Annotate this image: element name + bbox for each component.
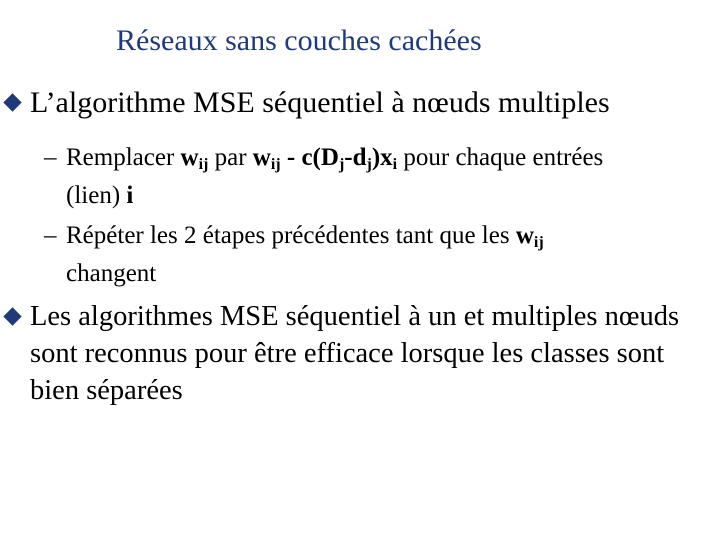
sub2-continuation: changent xyxy=(66,260,157,287)
sub2-text-a: Répéter les 2 étapes précédentes tant que les xyxy=(66,222,516,249)
weight-symbol: w xyxy=(515,222,534,249)
formula-subscript: j xyxy=(338,156,345,173)
sub1-text-b: par xyxy=(208,144,253,171)
weight-symbol: w xyxy=(180,144,199,171)
diamond-bullet-icon xyxy=(3,93,21,111)
sub-bullet-repeat-steps xyxy=(44,220,684,289)
dash-marker: – xyxy=(44,222,57,249)
sub1-text-c: pour chaque entrées xyxy=(397,144,604,171)
bullet-mse-multiple-nodes: L’algorithme MSE séquentiel à nœuds multiples xyxy=(30,86,610,119)
formula-part: -d xyxy=(344,144,367,171)
formula-part: )x xyxy=(371,144,393,171)
sub1-continuation xyxy=(44,180,720,211)
diamond-bullet-icon xyxy=(3,307,21,325)
sub-bullet-replace-weights xyxy=(44,142,720,211)
weight-subscript: ij xyxy=(270,156,281,173)
dash-marker: – xyxy=(44,144,57,171)
weight-symbol: w xyxy=(252,144,271,171)
weight-subscript: ij xyxy=(198,156,209,173)
index-symbol: i xyxy=(126,182,134,209)
sub1-text-a: Remplacer xyxy=(66,144,181,171)
weight-subscript: ij xyxy=(533,234,544,251)
bullet-algorithms-efficient: Les algorithmes MSE séquentiel à un et multiples nœuds sont reconnus pour être efficace lorsque les classes sont bien séparées xyxy=(30,301,680,406)
formula-subscript: i xyxy=(392,156,398,173)
sub1-text-d: (lien) xyxy=(66,182,127,209)
slide-title: Réseaux sans couches cachées xyxy=(116,24,482,57)
formula-part: - c(D xyxy=(280,144,339,171)
formula-subscript: j xyxy=(366,156,372,173)
